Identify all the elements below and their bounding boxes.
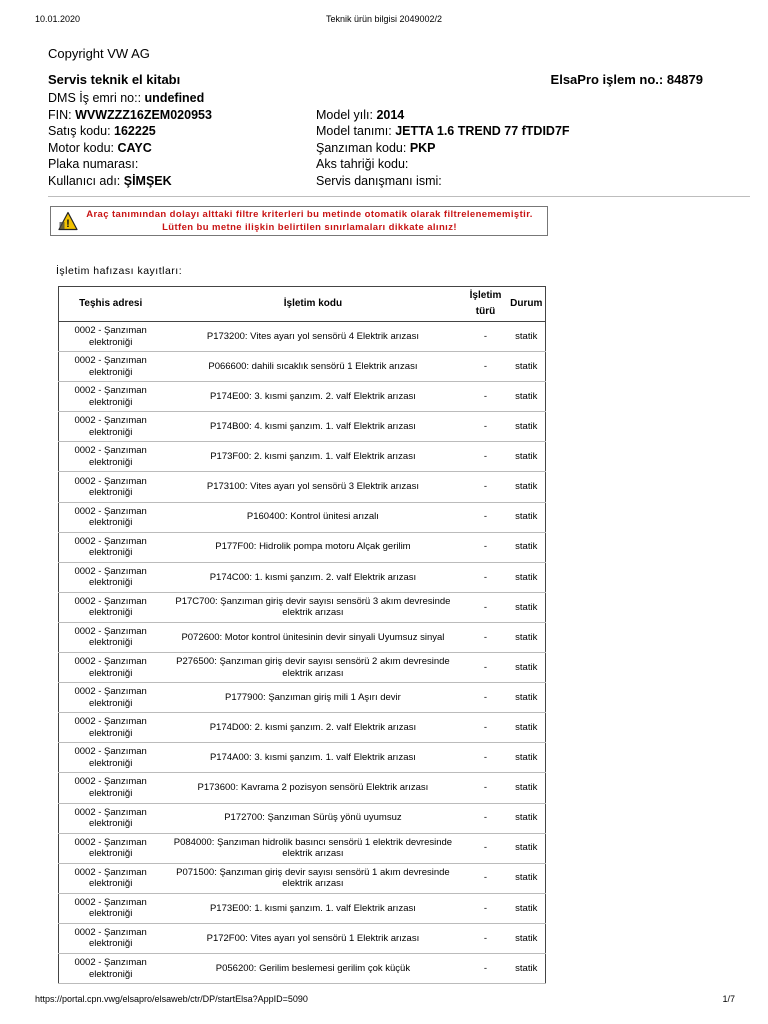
operation-code-cell: P173600: Kavrama 2 pozisyon sensörü Elektrik arızası <box>162 773 463 803</box>
diagnostic-address-cell: 0002 - Şanzıman elektroniği <box>59 562 163 592</box>
table-row <box>59 683 546 713</box>
operation-type-cell: - <box>464 502 508 532</box>
col-header-operation-type: İşletim türü <box>464 287 508 322</box>
status-cell: statik <box>507 953 545 983</box>
operation-type-cell: - <box>464 322 508 352</box>
diagnostic-address-cell: 0002 - Şanzıman elektroniği <box>59 352 163 382</box>
service-advisor: Servis danışmanı ismi: <box>316 173 442 188</box>
diagnostic-address-cell: 0002 - Şanzıman elektroniği <box>59 412 163 442</box>
operation-code-cell: P174C00: 1. kısmi şanzım. 2. valf Elektrik arızası <box>162 562 463 592</box>
diagnostic-address-cell: 0002 - Şanzıman elektroniği <box>59 382 163 412</box>
diagnostic-address-cell: 0002 - Şanzıman elektroniği <box>59 923 163 953</box>
model-description: Model tanımı: JETTA 1.6 TREND 77 fTDID7F <box>316 124 570 138</box>
svg-text:!: ! <box>66 218 70 230</box>
plate-number: Plaka numarası: <box>48 157 139 171</box>
table-row <box>59 532 546 562</box>
operation-code-cell: P066600: dahili sıcaklık sensörü 1 Elektrik arızası <box>162 352 463 382</box>
table-row <box>59 322 546 352</box>
status-cell: statik <box>507 532 545 562</box>
table-row <box>59 923 546 953</box>
diagnostic-address-cell: 0002 - Şanzıman elektroniği <box>59 322 163 352</box>
status-cell: statik <box>507 472 545 502</box>
diagnostic-address-cell: 0002 - Şanzıman elektroniği <box>59 442 163 472</box>
col-header-operation-code: İşletim kodu <box>162 287 463 322</box>
status-cell: statik <box>507 743 545 773</box>
operation-type-cell: - <box>464 683 508 713</box>
status-cell: statik <box>507 412 545 442</box>
operation-code-cell: P172700: Şanzıman Sürüş yönü uyumsuz <box>162 803 463 833</box>
operation-type-cell: - <box>464 442 508 472</box>
diagnostic-address-cell: 0002 - Şanzıman elektroniği <box>59 833 163 863</box>
manual-title: Servis teknik el kitabı <box>48 72 181 87</box>
operation-code-cell: P173100: Vites ayarı yol sensörü 3 Elektrik arızası <box>162 472 463 502</box>
table-header-row <box>59 287 546 322</box>
table-row <box>59 833 546 863</box>
table-row <box>59 412 546 442</box>
operation-type-cell: - <box>464 532 508 562</box>
table-row <box>59 472 546 502</box>
gearbox-code: Şanzıman kodu: PKP <box>316 140 436 155</box>
status-cell: statik <box>507 713 545 743</box>
diagnostic-address-cell: 0002 - Şanzıman elektroniği <box>59 622 163 652</box>
operation-type-cell: - <box>464 562 508 592</box>
model-year: Model yılı: 2014 <box>316 107 405 122</box>
status-cell: statik <box>507 803 545 833</box>
operation-type-cell: - <box>464 472 508 502</box>
dms-order: DMS İş emri no:: undefined <box>48 91 205 105</box>
diagnostic-address-cell: 0002 - Şanzıman elektroniği <box>59 773 163 803</box>
status-cell: statik <box>507 442 545 472</box>
table-row <box>59 382 546 412</box>
operation-code-cell: P172F00: Vites ayarı yol sensörü 1 Elektrik arızası <box>162 923 463 953</box>
operation-code-cell: P173F00: 2. kısmi şanzım. 1. valf Elektrik arızası <box>162 442 463 472</box>
operation-code-cell: P173E00: 1. kısmi şanzım. 1. valf Elektrik arızası <box>162 893 463 923</box>
diagnostic-address-cell: 0002 - Şanzıman elektroniği <box>59 893 163 923</box>
status-cell: statik <box>507 923 545 953</box>
warning-text: Araç tanımından dolayı alttaki filtre kriterleri bu metinde otomatik olarak filtrelenememiştir. Lütfen bu metne ilişkin belirtilen sınırlamaları dikkate alınız! <box>86 209 533 233</box>
table-row <box>59 653 546 683</box>
print-title: Teknik ürün bilgisi 2049002/2 <box>325 14 443 24</box>
col-header-diagnostic-address: Teşhis adresi <box>59 287 163 322</box>
table-row <box>59 743 546 773</box>
sales-code: Satış kodu: 162225 <box>48 124 156 138</box>
status-cell: statik <box>507 683 545 713</box>
table-row <box>59 953 546 983</box>
table-row <box>59 803 546 833</box>
print-date: 10.01.2020 <box>35 14 81 24</box>
diagnostic-address-cell: 0002 - Şanzıman elektroniği <box>59 653 163 683</box>
motor-code: Motor kodu: CAYC <box>48 140 152 155</box>
operation-code-cell: P173200: Vites ayarı yol sensörü 4 Elektrik arızası <box>162 322 463 352</box>
operation-code-cell: P174D00: 2. kısmi şanzım. 2. valf Elektrik arızası <box>162 713 463 743</box>
warning-triangle-icon <box>58 211 78 231</box>
operation-type-cell: - <box>464 412 508 442</box>
table-row <box>59 622 546 652</box>
status-cell: statik <box>507 653 545 683</box>
operation-code-cell: P174A00: 3. kısmi şanzım. 1. valf Elektrik arızası <box>162 743 463 773</box>
table-row <box>59 352 546 382</box>
table-row <box>59 893 546 923</box>
operation-code-cell: P160400: Kontrol ünitesi arızalı <box>162 502 463 532</box>
operation-type-cell: - <box>464 923 508 953</box>
status-cell: statik <box>507 502 545 532</box>
operation-code-cell: P071500: Şanzıman giriş devir sayısı sensörü 1 akım devresinde elektrik arızası <box>162 863 463 893</box>
divider <box>48 196 750 197</box>
table-row <box>59 863 546 893</box>
operation-type-cell: - <box>464 592 508 622</box>
page-number: 1/7 <box>722 994 735 1004</box>
diagnostic-address-cell: 0002 - Şanzıman elektroniği <box>59 713 163 743</box>
operation-type-cell: - <box>464 382 508 412</box>
operation-code-cell: P177900: Şanzıman giriş mili 1 Aşırı devir <box>162 683 463 713</box>
operation-code-cell: P276500: Şanzıman giriş devir sayısı sensörü 2 akım devresinde elektrik arızası <box>162 653 463 683</box>
operation-type-cell: - <box>464 863 508 893</box>
table-row <box>59 562 546 592</box>
warning-box <box>50 206 548 236</box>
diagnostic-address-cell: 0002 - Şanzıman elektroniği <box>59 592 163 622</box>
operation-code-cell: P072600: Motor kontrol ünitesinin devir sinyali Uyumsuz sinyal <box>162 622 463 652</box>
diagnostic-address-cell: 0002 - Şanzıman elektroniği <box>59 743 163 773</box>
copyright: Copyright VW AG <box>48 46 150 61</box>
status-cell: statik <box>507 773 545 803</box>
col-header-status: Durum <box>507 287 545 322</box>
status-cell: statik <box>507 622 545 652</box>
user-name: Kullanıcı adı: ŞİMŞEK <box>48 173 172 188</box>
diagnostic-address-cell: 0002 - Şanzıman elektroniği <box>59 803 163 833</box>
operation-code-cell: P174B00: 4. kısmi şanzım. 1. valf Elektrik arızası <box>162 412 463 442</box>
operation-type-cell: - <box>464 713 508 743</box>
operation-type-cell: - <box>464 653 508 683</box>
table-row <box>59 773 546 803</box>
operation-type-cell: - <box>464 803 508 833</box>
status-cell: statik <box>507 352 545 382</box>
status-cell: statik <box>507 833 545 863</box>
operation-code-cell: P056200: Gerilim beslemesi gerilim çok küçük <box>162 953 463 983</box>
operation-type-cell: - <box>464 893 508 923</box>
table-row <box>59 502 546 532</box>
operation-code-cell: P17C700: Şanzıman giriş devir sayısı sensörü 3 akım devresinde elektrik arızası <box>162 592 463 622</box>
print-url: https://portal.cpn.vwg/elsapro/elsaweb/ctr/DP/startElsa?AppID=5090 <box>35 994 308 1004</box>
status-cell: statik <box>507 863 545 893</box>
table-row <box>59 713 546 743</box>
status-cell: statik <box>507 322 545 352</box>
fin: FIN: WVWZZZ16ZEM020953 <box>48 107 212 122</box>
operation-type-cell: - <box>464 953 508 983</box>
operation-type-cell: - <box>464 773 508 803</box>
operation-code-cell: P084000: Şanzıman hidrolik basıncı sensörü 1 elektrik devresinde elektrik arızası <box>162 833 463 863</box>
diagnostic-address-cell: 0002 - Şanzıman elektroniği <box>59 502 163 532</box>
status-cell: statik <box>507 893 545 923</box>
table-row <box>59 442 546 472</box>
diagnostic-address-cell: 0002 - Şanzıman elektroniği <box>59 472 163 502</box>
axle-drive-code: Aks tahriği kodu: <box>316 157 409 171</box>
operation-type-cell: - <box>464 622 508 652</box>
fault-memory-table <box>58 286 546 984</box>
operation-type-cell: - <box>464 743 508 773</box>
diagnostic-address-cell: 0002 - Şanzıman elektroniği <box>59 683 163 713</box>
status-cell: statik <box>507 382 545 412</box>
operation-code-cell: P177F00: Hidrolik pompa motoru Alçak gerilim <box>162 532 463 562</box>
vehicle-info <box>48 90 708 189</box>
diagnostic-address-cell: 0002 - Şanzıman elektroniği <box>59 863 163 893</box>
diagnostic-address-cell: 0002 - Şanzıman elektroniği <box>59 953 163 983</box>
status-cell: statik <box>507 592 545 622</box>
section-title: İşletim hafızası kayıtları: <box>56 265 183 277</box>
operation-type-cell: - <box>464 352 508 382</box>
elsapro-number: ElsaPro işlem no.: 84879 <box>550 72 703 87</box>
table-row <box>59 592 546 622</box>
status-cell: statik <box>507 562 545 592</box>
diagnostic-address-cell: 0002 - Şanzıman elektroniği <box>59 532 163 562</box>
operation-code-cell: P174E00: 3. kısmi şanzım. 2. valf Elektrik arızası <box>162 382 463 412</box>
operation-type-cell: - <box>464 833 508 863</box>
